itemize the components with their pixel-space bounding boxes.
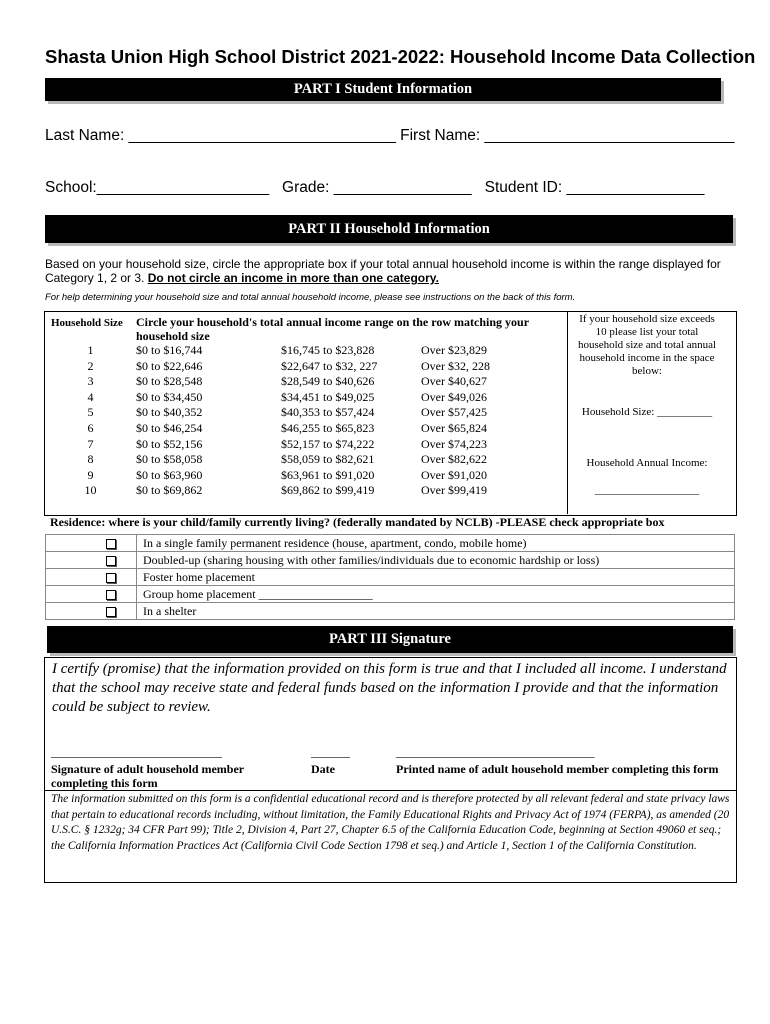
income-category-2[interactable]: $16,745 to $23,828: [281, 343, 375, 357]
income-row: [45, 405, 566, 421]
income-category-3[interactable]: Over $82,622: [421, 452, 487, 467]
residence-table: [45, 534, 735, 620]
signature-divider: [45, 790, 736, 791]
residence-checkbox-cell: [46, 569, 137, 586]
right-divider: [567, 311, 568, 514]
income-category-2[interactable]: $52,157 to $74,222: [281, 436, 375, 451]
household-size-cell: 8: [87, 452, 94, 467]
income-category-1[interactable]: $0 to $63,960: [136, 467, 203, 482]
income-category-1[interactable]: $0 to $34,450: [136, 389, 203, 404]
income-category-2[interactable]: $34,451 to $49,025: [281, 389, 375, 404]
household-size-cell: 6: [87, 420, 94, 435]
residence-checkbox-cell: [46, 535, 137, 552]
last-name-field[interactable]: _______________________________: [128, 127, 396, 144]
school-row: [45, 179, 704, 197]
residence-checkbox-cell: [46, 603, 137, 620]
range-header: Circle your household's total annual income range on the row matching your household size: [136, 315, 529, 343]
income-category-2[interactable]: $63,961 to $91,020: [281, 467, 375, 482]
page-title: Shasta Union High School District 2021-2022: Household Income Data Collection: [45, 46, 756, 67]
residence-option-label: In a single family permanent residence (house, apartment, condo, mobile home): [137, 535, 735, 552]
household-size-cell: 1: [87, 343, 94, 357]
income-category-1[interactable]: $0 to $16,744: [136, 343, 203, 357]
residence-option: [46, 535, 735, 552]
residence-option-label: Foster home placement: [137, 569, 735, 586]
school-label: School:: [45, 179, 97, 196]
part3-header: [47, 626, 733, 653]
income-category-1[interactable]: $0 to $58,058: [136, 452, 203, 467]
household-size-cell: 4: [87, 389, 94, 404]
school-field[interactable]: ____________________: [96, 179, 270, 196]
residence-option: [46, 586, 735, 603]
income-category-3[interactable]: Over $23,829: [421, 343, 487, 357]
printed-name-label: Printed name of adult household member completing this form: [396, 762, 719, 776]
residence-option: [46, 603, 735, 620]
grade-label: Grade:: [282, 179, 330, 196]
residence-checkbox[interactable]: [106, 539, 116, 549]
printed-name-field[interactable]: ____________________________________: [396, 745, 594, 759]
income-category-1[interactable]: $0 to $69,862: [136, 483, 203, 498]
residence-checkbox[interactable]: [106, 573, 116, 583]
residence-option: [46, 569, 735, 586]
signature-label: Signature of adult household member completing this form: [51, 762, 244, 790]
first-name-label: First Name:: [400, 127, 481, 144]
income-category-2[interactable]: $28,549 to $40,626: [281, 374, 375, 389]
income-category-2[interactable]: $69,862 to $99,419: [281, 483, 375, 498]
residence-checkbox-cell: [46, 586, 137, 603]
income-row: [45, 390, 566, 406]
income-category-3[interactable]: Over $91,020: [421, 467, 487, 482]
income-category-2[interactable]: $46,255 to $65,823: [281, 420, 375, 435]
household-size-field[interactable]: Household Size: __________: [581, 406, 713, 418]
residence-checkbox[interactable]: [106, 556, 116, 566]
income-category-3[interactable]: Over $49,026: [421, 389, 487, 404]
household-size-cell: 2: [87, 358, 94, 373]
income-category-3[interactable]: Over $40,627: [421, 374, 487, 389]
residence-prompt: Residence: where is your child/family currently living? (federally mandated by NCLB) -PLEASE check appropriate box: [50, 515, 665, 529]
instruction-text: Based on your household size, circle the appropriate box if your total annual household income is within the range displayed for Category 1, 2 or 3.: [45, 257, 721, 285]
income-category-3[interactable]: Over $57,425: [421, 405, 487, 420]
income-row: [45, 483, 566, 499]
part3-header-text: PART III Signature: [329, 631, 451, 647]
residence-option: [46, 552, 735, 569]
income-category-3[interactable]: Over $32, 228: [421, 358, 490, 373]
residence-option-label: Doubled-up (sharing housing with other families/individuals due to economic hardship or loss): [137, 552, 735, 569]
income-category-3[interactable]: Over $65,824: [421, 420, 487, 435]
income-category-3[interactable]: Over $74,223: [421, 436, 487, 451]
residence-option-label: In a shelter: [137, 603, 735, 620]
instruction-emphasis: Do not circle an income in more than one category.: [147, 271, 439, 285]
household-size-cell: 5: [87, 405, 94, 420]
exceeds-text: If your household size exceeds 10 please list your total household size and total annual household income in the space below:: [577, 313, 717, 377]
student-id-field[interactable]: ________________: [566, 179, 705, 196]
part1-header: [45, 78, 721, 101]
income-category-2[interactable]: $22,647 to $32, 227: [281, 358, 378, 373]
date-label: Date: [311, 762, 335, 776]
part2-header-text: PART II Household Information: [288, 221, 490, 237]
size-header: Household Size: [51, 317, 123, 329]
income-row: [45, 421, 566, 437]
income-category-1[interactable]: $0 to $40,352: [136, 405, 203, 420]
part2-header: [45, 215, 733, 243]
signature-field[interactable]: _______________________________: [51, 745, 222, 759]
household-income-label: Household Annual Income:: [586, 457, 708, 469]
household-income-field[interactable]: ___________________: [594, 484, 700, 496]
last-name-label: Last Name:: [45, 127, 125, 144]
household-size-cell: 3: [87, 374, 94, 389]
income-category-1[interactable]: $0 to $28,548: [136, 374, 203, 389]
residence-checkbox[interactable]: [106, 607, 116, 617]
name-row: [45, 127, 735, 145]
income-category-1[interactable]: $0 to $22,646: [136, 358, 203, 373]
income-category-1[interactable]: $0 to $52,156: [136, 436, 203, 451]
help-text: For help determining your household size and total annual household income, please see instructions on the back of this form.: [45, 292, 576, 303]
income-row: [45, 468, 566, 484]
student-id-label: Student ID:: [484, 179, 563, 196]
income-category-2[interactable]: $40,353 to $57,424: [281, 405, 375, 420]
household-size-cell: 10: [84, 483, 97, 498]
residence-option-label: Group home placement ___________________: [137, 586, 735, 603]
income-category-3[interactable]: Over $99,419: [421, 483, 487, 498]
income-row: [45, 343, 566, 359]
residence-checkbox-cell: [46, 552, 137, 569]
grade-field[interactable]: ________________: [333, 179, 472, 196]
income-row: [45, 359, 566, 375]
part1-header-text: PART I Student Information: [293, 81, 473, 97]
income-row: [45, 452, 566, 468]
first-name-field[interactable]: _____________________________: [484, 127, 735, 144]
residence-checkbox[interactable]: [106, 590, 116, 600]
income-row: [45, 374, 566, 390]
income-table: [45, 312, 566, 499]
income-row: [45, 437, 566, 453]
date-field[interactable]: _______: [311, 745, 350, 759]
household-size-cell: 7: [87, 436, 94, 451]
confidential-text: The information submitted on this form is a confidential educational record and is therefore protected by all relevant federal and state privacy laws that pertain to educational records including, without limitation, the Family Educational Rights and Privacy Act of 1974 (FERPA), as amended (20 U.S.C. § 1232g; 34 CFR Part 99); Title 2, Division 4, Part 27, Chapter 6.5 of the California Education Code, beginning at Section 49060 et seq.; the California Information Practices Act (California Civil Code Section 1798 et seq.) and Article 1, Section 1 of the California Constitution.: [51, 793, 730, 852]
income-category-2[interactable]: $58,059 to $82,621: [281, 452, 375, 467]
certify-text: I certify (promise) that the information provided on this form is true and that I included all income. I understand that the school may receive state and federal funds based on the information I provide and that the information could be subject to review.: [52, 661, 727, 715]
instruction-paragraph: [45, 257, 725, 285]
household-size-cell: 9: [87, 467, 94, 482]
income-category-1[interactable]: $0 to $46,254: [136, 420, 203, 435]
